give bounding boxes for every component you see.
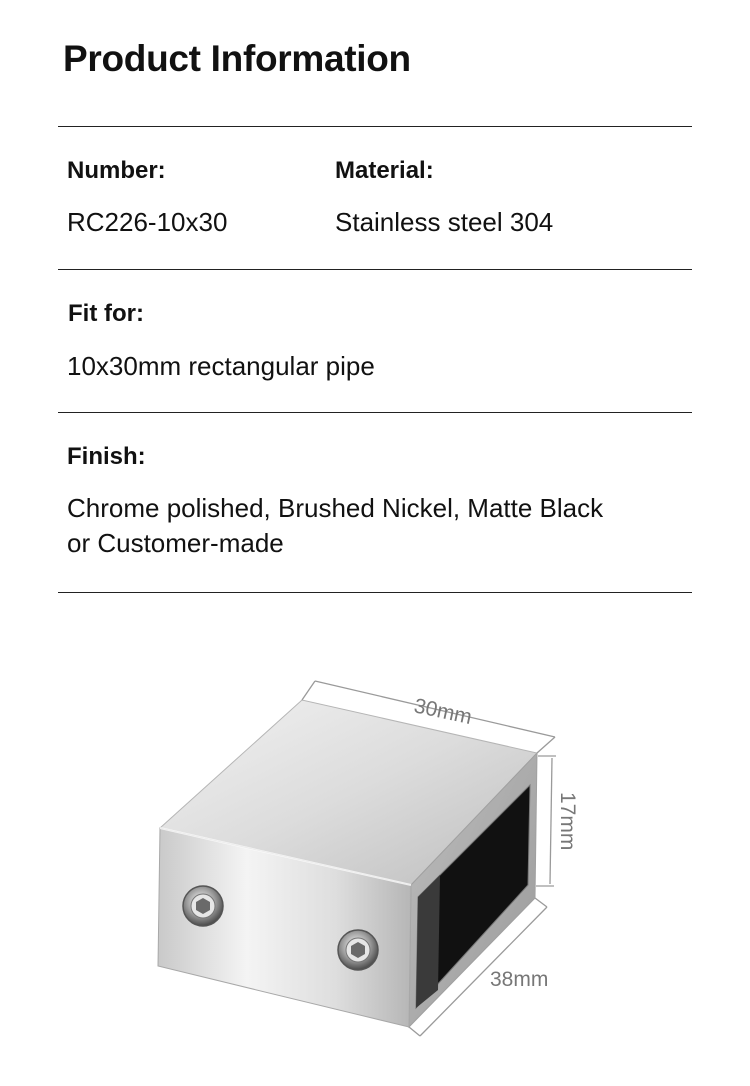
number-label: Number:	[67, 157, 166, 184]
fit-label: Fit for:	[68, 300, 144, 327]
divider	[58, 126, 692, 127]
finish-label: Finish:	[67, 443, 146, 470]
finish-value-line2: or Customer-made	[67, 528, 284, 558]
number-value: RC226-10x30	[67, 207, 228, 237]
height-dimension-label: 17mm	[556, 792, 579, 851]
divider	[58, 592, 692, 593]
screw-icon	[338, 930, 378, 970]
screw-icon	[183, 886, 223, 926]
divider	[58, 269, 692, 270]
connector-body	[158, 700, 537, 1027]
depth-dimension-label: 38mm	[490, 968, 549, 991]
fit-value: 10x30mm rectangular pipe	[67, 351, 375, 381]
page-title: Product Information	[63, 38, 411, 79]
divider	[58, 412, 692, 413]
width-dimension-label: 30mm	[411, 694, 474, 730]
material-label: Material:	[335, 157, 434, 184]
finish-value-line1: Chrome polished, Brushed Nickel, Matte Black	[67, 493, 604, 523]
material-value: Stainless steel 304	[335, 207, 554, 237]
product-drawing	[0, 600, 750, 1086]
